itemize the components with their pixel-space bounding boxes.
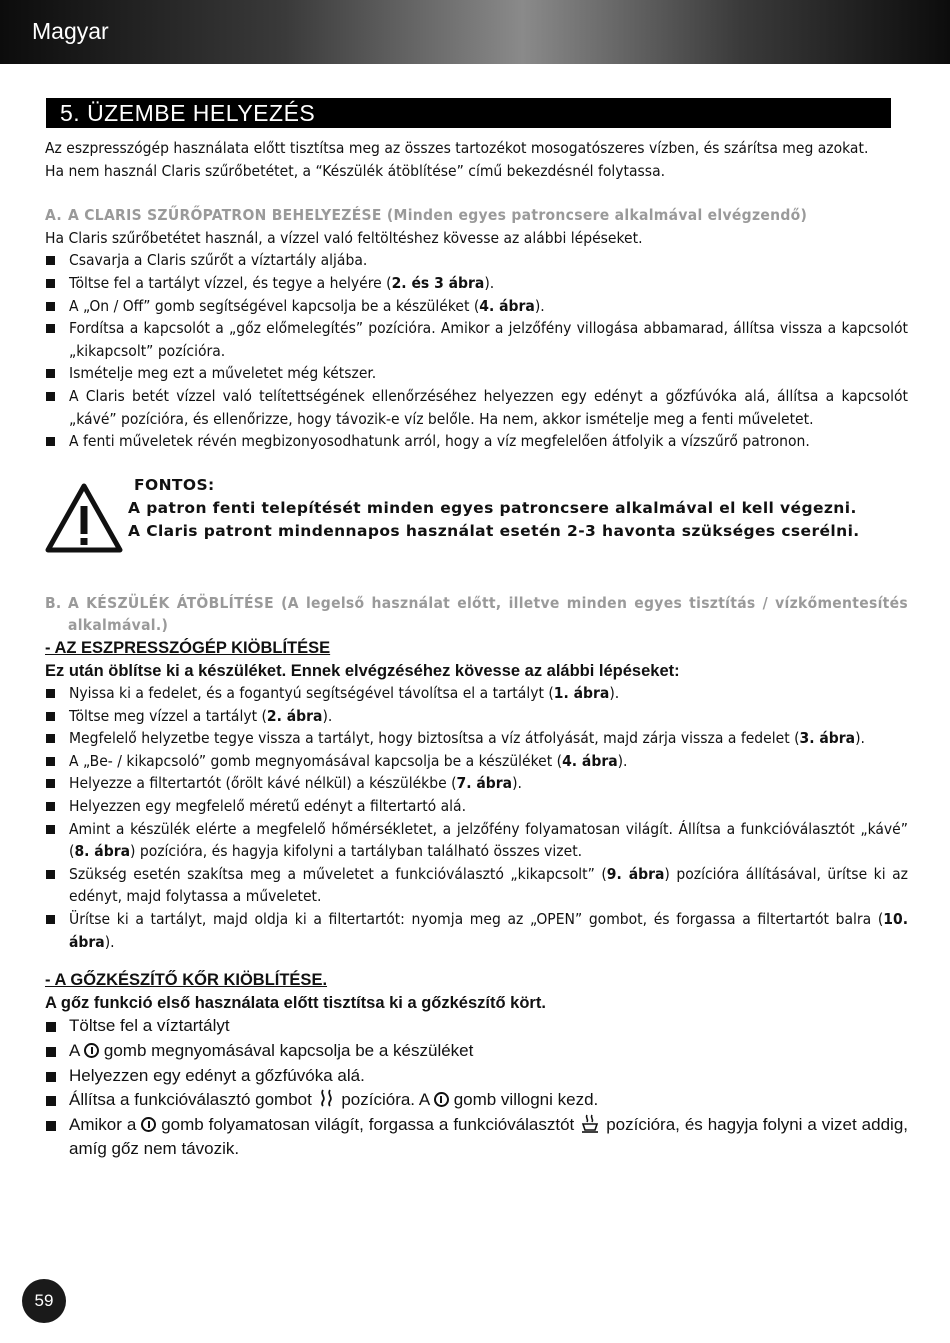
list-item <box>45 249 908 272</box>
hot-water-position-icon <box>579 1113 601 1133</box>
subsection-a-letter: A. <box>45 206 62 225</box>
steam-lead: A gőz funkció első használata előtt tisztítsa ki a gőzkészítő kört. <box>45 993 546 1012</box>
subsection-a-heading <box>45 204 908 227</box>
item-text: A „On / Off” gomb segítségével kapcsolja be a készüléket ( <box>69 296 480 315</box>
bullet-square-icon <box>46 915 55 924</box>
main-content <box>45 137 908 1162</box>
item-text: Töltse fel a víztartályt <box>69 1016 230 1036</box>
subsection-b-title: A KÉSZÜLÉK ÁTÖBLÍTÉSE <box>68 593 274 612</box>
bullet-square-icon <box>46 825 55 834</box>
item-text: Ürítse ki a tartályt, majd oldja ki a filtertartót: nyomja meg az „OPEN” gombot, és forgassa a filtertartót balra ( <box>69 910 884 929</box>
bullet-square-icon <box>46 369 55 378</box>
item-text-end: ). <box>484 273 495 292</box>
list-item <box>45 750 908 773</box>
item-text: Helyezze a filtertartót (őrölt kávé nélkül) a készülékbe ( <box>69 774 457 793</box>
list-item <box>45 908 908 953</box>
item-text: A „Be- / kikapcsoló” gomb megnyomásával kapcsolja be a készüléket ( <box>69 751 563 770</box>
item-text: Töltse meg vízzel a tartályt ( <box>69 706 267 725</box>
rinse-heading: - AZ ESZPRESSZÓGÉP KIÖBLÍTÉSE <box>45 638 331 657</box>
item-text: Ismételje meg ezt a műveletet még kétszer. <box>69 364 377 383</box>
warning-text <box>128 474 908 543</box>
bullet-square-icon <box>46 392 55 401</box>
subsection-b-letter: B. <box>45 593 62 612</box>
item-text-end: ). <box>104 932 115 951</box>
bullet-square-icon <box>46 279 55 288</box>
bullet-square-icon <box>46 1072 56 1082</box>
power-icon <box>141 1117 156 1132</box>
item-text-end: ). <box>512 774 522 793</box>
item-text-end: ) pozícióra, és hagyja kifolyni a tartályban található összes vizet. <box>129 842 583 861</box>
list-item <box>45 295 908 318</box>
rinse-lead: Ez után öblítse ki a készüléket. Ennek elvégzéséhez kövesse az alábbi lépéseket: <box>45 661 680 680</box>
item-text: Megfelelő helyzetbe tegye vissza a tartályt, hogy biztosítsa a víz átfolyását, majd zárja vissza a fedelet ( <box>69 729 800 748</box>
list-item <box>45 1039 908 1064</box>
bullet-square-icon <box>46 712 55 721</box>
subsection-a-list <box>45 249 908 452</box>
item-text-end: ) pozícióra állításával, ürítse ki az edényt, majd folytassa a műveletet. <box>69 864 908 906</box>
figure-reference: 8. ábra <box>74 842 130 861</box>
item-text-end: ). <box>855 729 865 748</box>
list-item <box>45 272 908 295</box>
list-item <box>45 682 908 705</box>
bullet-square-icon <box>46 256 55 265</box>
figure-reference: 1. ábra <box>553 684 610 703</box>
item-text: Helyezzen egy edényt a gőzfúvóka alá. <box>69 1065 365 1085</box>
list-item <box>45 1088 908 1113</box>
item-text: gomb megnyomásával kapcsolja be a készüléket <box>103 1041 474 1060</box>
item-text: A fenti műveletek révén megbizonyosodhatunk arról, hogy a víz megfelelően átfolyik a vízszűrő patronon. <box>69 432 810 451</box>
item-text: Amint a készülék elérte a megfelelő hőmérsékletet, a jelzőfény folyamatosan világít. Állítsa a funkcióválasztót „kávé” ( <box>69 819 908 861</box>
item-text-end: ). <box>617 751 628 770</box>
bullet-square-icon <box>46 1047 56 1057</box>
bullet-square-icon <box>46 689 55 698</box>
bullet-square-icon <box>46 324 55 333</box>
figure-reference: 9. ábra <box>606 864 665 883</box>
bullet-square-icon <box>46 802 55 811</box>
list-item <box>45 795 908 818</box>
list-item <box>45 705 908 728</box>
subsection-a-title: A CLARIS SZŰRŐPATRON BEHELYEZÉSE <box>68 206 382 225</box>
item-text-end: ). <box>322 706 333 725</box>
section-title: 5. ÜZEMBE HELYEZÉS <box>46 98 891 128</box>
steam-list <box>45 1014 908 1162</box>
bullet-square-icon <box>46 1096 56 1106</box>
list-item <box>45 430 908 453</box>
figure-reference: 10. ábra <box>69 910 908 951</box>
item-text: pozícióra. A <box>341 1090 430 1110</box>
item-text: Helyezzen egy megfelelő méretű edényt a filtertartó alá. <box>69 797 467 816</box>
power-icon <box>434 1092 449 1107</box>
figure-reference: 3. ábra <box>799 729 856 748</box>
list-item <box>45 385 908 430</box>
page-number: 59 <box>22 1279 66 1323</box>
bullet-square-icon <box>46 757 55 766</box>
item-text: Töltse fel a tartályt vízzel, és tegye a helyére ( <box>69 273 392 292</box>
item-text-end: ). <box>609 684 620 703</box>
item-text: gomb villogni kezd. <box>453 1090 599 1110</box>
list-item <box>45 1064 908 1089</box>
item-text: Szükség esetén szakítsa meg a műveletet a funkcióválasztó „kikapcsolt” ( <box>69 864 607 883</box>
figure-reference: 4. ábra <box>562 751 618 770</box>
figure-reference: 2. ábra <box>266 706 323 725</box>
power-icon <box>84 1043 99 1058</box>
item-text: Csavarja a Claris szűrőt a víztartály aljába. <box>69 251 368 270</box>
list-item <box>45 317 908 362</box>
list-item <box>45 727 908 750</box>
warning-line-1: A patron fenti telepítését minden egyes patroncsere alkalmával el kell végezni. <box>128 498 857 517</box>
item-text: A <box>69 1041 80 1060</box>
list-item <box>45 362 908 385</box>
subsection-a-lead: Ha Claris szűrőbetétet használ, a vízzel való feltöltéshez kövesse az alábbi lépéseket. <box>45 228 643 247</box>
item-text: Amikor a <box>69 1114 137 1134</box>
bullet-square-icon <box>46 870 55 879</box>
bullet-square-icon <box>46 302 55 311</box>
list-item <box>45 818 908 863</box>
item-text: A Claris betét vízzel való telítettségének ellenőrzéséhez helyezzen egy edényt a gőzfúvóka alá, állítsa a kapcsolót „kávé” pozícióra, és ellenőrizze, hogy távozik-e víz belőle. Ha nem, akkor ismételje meg a fenti műveletet. <box>69 386 908 428</box>
list-item <box>45 863 908 908</box>
bullet-square-icon <box>46 779 55 788</box>
figure-reference: 7. ábra <box>456 774 513 793</box>
bullet-square-icon <box>46 734 55 743</box>
bullet-square-icon <box>46 1121 56 1131</box>
subsection-a-paren: (Minden egyes patroncsere alkalmával elvégzendő) <box>386 206 808 225</box>
warning-label: FONTOS: <box>134 475 215 494</box>
warning-triangle-icon <box>45 482 123 554</box>
bullet-square-icon <box>46 437 55 446</box>
steam-heading: - A GŐZKÉSZÍTŐ KŐR KIÖBLÍTÉSE. <box>45 971 328 990</box>
language-label: Magyar <box>32 18 109 44</box>
warning-line-2: A Claris patront mindennapos használat esetén 2-3 havonta szükséges cserélni. <box>128 521 860 540</box>
intro-paragraph-2: Ha nem használ Claris szűrőbetétet, a “Készülék átöblítése” című bekezdésnél folytassa. <box>45 161 666 180</box>
subsection-b-list <box>45 682 908 953</box>
item-text: Nyissa ki a fedelet, és a fogantyú segítségével távolítsa el a tartályt ( <box>69 684 554 703</box>
list-item <box>45 1014 908 1039</box>
subsection-b-heading <box>45 592 908 637</box>
item-text: Fordítsa a kapcsolót a „gőz előmelegítés” pozícióra. Amikor a jelzőfény villogása abbamarad, állítsa vissza a kapcsolót „kikapcsolt” pozícióra. <box>69 319 908 360</box>
figure-reference: 4. ábra <box>479 296 535 315</box>
item-text: pozícióra, és hagyja folyni a vizet addig, amíg gőz nem távozik. <box>69 1114 908 1159</box>
item-text-end: ). <box>534 296 545 315</box>
intro-paragraph-1: Az eszpresszógép használata előtt tisztítsa meg az összes tartozékot mosogatószeres vízben, és szárítsa meg azokat. <box>45 139 869 157</box>
steam-position-icon <box>317 1088 337 1108</box>
item-text: Állítsa a funkcióválasztó gombot <box>69 1090 312 1110</box>
top-banner <box>0 0 950 64</box>
list-item <box>45 772 908 795</box>
warning-box <box>45 474 908 574</box>
item-text: gomb folyamatosan világít, forgassa a funkcióválasztót <box>161 1114 575 1134</box>
list-item <box>45 1113 908 1162</box>
bullet-square-icon <box>46 1022 56 1032</box>
figure-reference: 2. és 3 ábra <box>391 273 485 292</box>
subsection-b-paren: (A legelső használat előtt, illetve minden egyes tisztítás / vízkőmentesítés alkalmával.) <box>68 593 909 635</box>
